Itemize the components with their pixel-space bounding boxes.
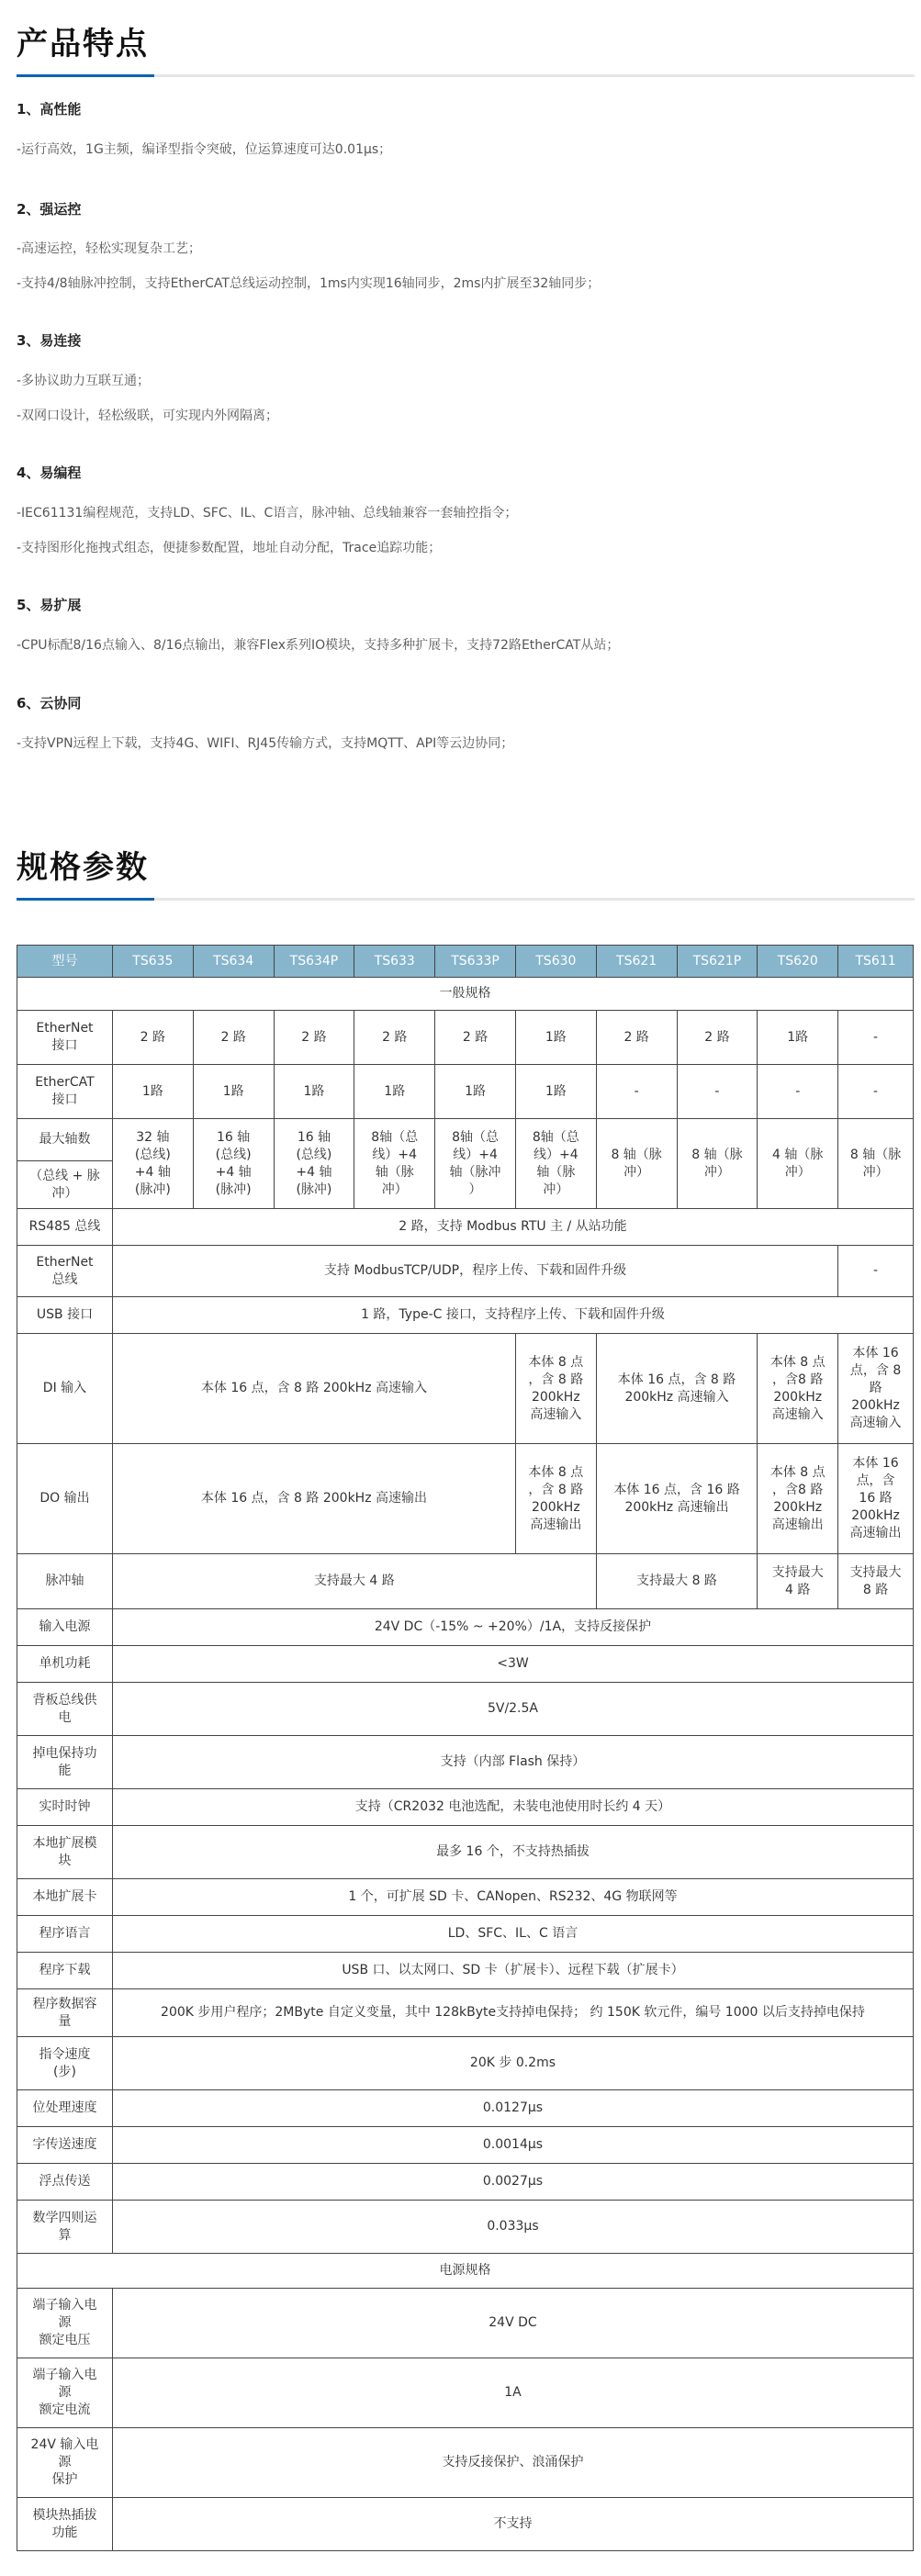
feature-heading: 1、高性能 [17, 101, 82, 118]
value-cell: 8 轴（脉 冲） [677, 1119, 758, 1209]
value-cell: 2 路 [435, 1011, 516, 1065]
feature-text: -高速运控，轻松实现复杂工艺； [17, 241, 202, 256]
spec-row [17, 1646, 914, 1683]
row-label: 本地扩展模 块 [17, 1826, 113, 1879]
header-cell: TS630 [515, 946, 596, 978]
power-spec-row [17, 2498, 914, 2551]
value-cell: 支持（内部 Flash 保持） [112, 1736, 913, 1789]
ethernet-row [17, 1011, 914, 1065]
value-cell: 1路 [193, 1065, 274, 1119]
row-label: RS485 总线 [17, 1209, 113, 1246]
general-section-row [17, 978, 914, 1011]
value-cell: <3W [112, 1646, 913, 1683]
row-sublabel: （总线 + 脉冲） [17, 1161, 113, 1209]
value-cell: 2 路 [193, 1011, 274, 1065]
spec-row [17, 1826, 914, 1879]
feature-text: -CPU标配8/16点输入、8/16点输出，兼容Flex系列IO模块，支持多种扩展卡，支持72路EtherCAT从站； [17, 638, 620, 653]
value-cell: 本体 16 点，含 8 路 200kHz 高速输入 [112, 1334, 515, 1444]
spec-row [17, 1683, 914, 1736]
row-label: EtherCAT 接口 [17, 1065, 113, 1119]
features-title: 产品特点 [17, 26, 149, 62]
feature-heading: 2、强运控 [17, 201, 82, 218]
value-cell: 20K 步 0.2ms [112, 2037, 913, 2090]
specs-title: 规格参数 [17, 849, 149, 886]
value-cell: 0.0014μs [112, 2127, 913, 2164]
row-label: 浮点传送 [17, 2164, 113, 2201]
value-cell: 支持（CR2032 电池选配，未装电池使用时长约 4 天） [112, 1789, 913, 1826]
value-cell: 2 路 [112, 1011, 193, 1065]
value-cell: 1路 [112, 1065, 193, 1119]
value-cell: - [838, 1246, 914, 1297]
value-cell: 16 轴 (总线) +4 轴 (脉冲) [193, 1119, 274, 1209]
header-cell: TS635 [112, 946, 193, 978]
value-cell: 24V DC（-15% ~ +20%）/1A，支持反接保护 [112, 1609, 913, 1646]
spec-row [17, 1789, 914, 1826]
features-title-rule [17, 74, 915, 77]
value-cell: 本体 16 点，含 16 路 200kHz 高速输出 [596, 1444, 758, 1554]
specs-title-rule [17, 898, 915, 901]
header-cell: TS633 [354, 946, 435, 978]
row-label: 程序下载 [17, 1953, 113, 1989]
row-label: EtherNet 接口 [17, 1011, 113, 1065]
usb-row [17, 1297, 914, 1334]
value-cell: 4 轴（脉 冲） [758, 1119, 838, 1209]
header-cell: TS634P [274, 946, 354, 978]
di-row [17, 1334, 914, 1444]
row-label: 端子输入电 源 额定电压 [17, 2289, 113, 2358]
value-cell: 200K 步用户程序；2MByte 自定义变量，其中 128kByte支持掉电保持； 约 150K 软元件，编号 1000 以后支持掉电保持 [112, 1989, 913, 2037]
spec-row [17, 2037, 914, 2090]
ethernet-bus-row [17, 1246, 914, 1297]
value-cell: 1路 [435, 1065, 516, 1119]
spec-row [17, 1736, 914, 1789]
row-label: 实时时钟 [17, 1789, 113, 1826]
value-cell: 本体 8 点 ，含 8 路 200kHz 高速输入 [515, 1334, 596, 1444]
value-cell: 1路 [758, 1011, 838, 1065]
value-cell: 本体 16 点，含 8 路 200kHz 高速输入 [596, 1334, 758, 1444]
value-cell: 8轴（总 线）+4 轴（脉 冲） [354, 1119, 435, 1209]
value-cell: 2 路 [596, 1011, 677, 1065]
feature-text: -支持4/8轴脉冲控制，支持EtherCAT总线运动控制，1ms内实现16轴同步，2ms内扩展至32轴同步； [17, 276, 601, 291]
value-cell: 支持最大 4 路 [112, 1554, 596, 1609]
value-cell: 8 轴（脉 冲） [838, 1119, 914, 1209]
spec-row [17, 2090, 914, 2127]
spec-row [17, 1879, 914, 1916]
value-cell: - [758, 1065, 838, 1119]
value-cell: 本体 16 点，含 8 路 200kHz 高速输入 [838, 1334, 914, 1444]
feature-heading: 6、云协同 [17, 695, 82, 711]
value-cell: 本体 8 点 ，含8 路 200kHz 高速输出 [758, 1444, 838, 1554]
row-label: 字传送速度 [17, 2127, 113, 2164]
value-cell: - [838, 1011, 914, 1065]
row-label: 掉电保持功 能 [17, 1736, 113, 1789]
feature-heading: 5、易扩展 [17, 597, 82, 613]
value-cell: - [596, 1065, 677, 1119]
row-label: DI 输入 [17, 1334, 113, 1444]
rs485-row [17, 1209, 914, 1246]
value-cell: 8 轴（脉 冲） [596, 1119, 677, 1209]
row-label: 24V 输入电 源 保护 [17, 2428, 113, 2498]
value-cell: 支持 ModbusTCP/UDP，程序上传、下载和固件升级 [112, 1246, 837, 1297]
value-cell: 5V/2.5A [112, 1683, 913, 1736]
row-label: 端子输入电 源 额定电流 [17, 2358, 113, 2428]
row-label: 脉冲轴 [17, 1554, 113, 1609]
value-cell: USB 口、以太网口、SD 卡（扩展卡）、远程下载（扩展卡） [112, 1953, 913, 1989]
spec-header-row [17, 946, 914, 978]
pulse-row [17, 1554, 914, 1609]
header-cell: TS634 [193, 946, 274, 978]
header-cell: TS620 [758, 946, 838, 978]
value-cell: 0.033μs [112, 2201, 913, 2254]
value-cell: 2 路 [677, 1011, 758, 1065]
axes-row [17, 1119, 914, 1161]
value-cell: 24V DC [112, 2289, 913, 2358]
value-cell: 本体 8 点 ，含8 路 200kHz 高速输入 [758, 1334, 838, 1444]
value-cell: LD、SFC、IL、C 语言 [112, 1916, 913, 1953]
value-cell: 支持最大 8 路 [596, 1554, 758, 1609]
power-section-title: 电源规格 [17, 2254, 914, 2289]
row-label: EtherNet 总线 [17, 1246, 113, 1297]
feature-heading: 4、易编程 [17, 465, 82, 481]
value-cell: 8轴（总 线）+4 轴（脉 冲） [515, 1119, 596, 1209]
spec-row [17, 2127, 914, 2164]
feature-text: -支持图形化拖拽式组态，便捷参数配置，地址自动分配，Trace追踪功能； [17, 541, 442, 555]
spec-row [17, 1989, 914, 2037]
value-cell: 最多 16 个，不支持热插拔 [112, 1826, 913, 1879]
general-section-title: 一般规格 [17, 978, 914, 1011]
value-cell: 2 路 [274, 1011, 354, 1065]
row-label: USB 接口 [17, 1297, 113, 1334]
header-cell: TS611 [838, 946, 914, 978]
value-cell: 32 轴 (总线) +4 轴 (脉冲) [112, 1119, 193, 1209]
value-cell: 1 个，可扩展 SD 卡、CANopen、RS232、4G 物联网等 [112, 1879, 913, 1916]
simple-rows [17, 1609, 914, 2254]
row-label: 输入电源 [17, 1609, 113, 1646]
value-cell: 2 路，支持 Modbus RTU 主 / 从站功能 [112, 1209, 913, 1246]
value-cell: 1 路，Type-C 接口，支持程序上传、下载和固件升级 [112, 1297, 913, 1334]
feature-text: -双网口设计，轻松级联，可实现内外网隔离； [17, 409, 279, 423]
feature-heading: 3、易连接 [17, 332, 82, 349]
value-cell: 0.0027μs [112, 2164, 913, 2201]
value-cell: 不支持 [112, 2498, 913, 2551]
value-cell: - [677, 1065, 758, 1119]
spec-row [17, 1916, 914, 1953]
spec-row [17, 2201, 914, 2254]
do-row [17, 1444, 914, 1554]
row-label: 本地扩展卡 [17, 1879, 113, 1916]
value-cell: 1A [112, 2358, 913, 2428]
spec-row [17, 1953, 914, 1989]
value-cell: 1路 [515, 1011, 596, 1065]
value-cell: 0.0127μs [112, 2090, 913, 2127]
row-label: 指令速度 (步) [17, 2037, 113, 2090]
row-label: 最大轴数 [17, 1119, 113, 1161]
power-spec-row [17, 2289, 914, 2358]
row-label: 位处理速度 [17, 2090, 113, 2127]
row-label: 背板总线供 电 [17, 1683, 113, 1736]
spec-row [17, 2164, 914, 2201]
value-cell: 16 轴 (总线) +4 轴 (脉冲) [274, 1119, 354, 1209]
power-spec-row [17, 2428, 914, 2498]
feature-text: -IEC61131编程规范，支持LD、SFC、IL、C语言，脉冲轴、总线轴兼容一套轴控指令； [17, 506, 518, 521]
value-cell: 2 路 [354, 1011, 435, 1065]
row-label: 单机功耗 [17, 1646, 113, 1683]
feature-text: -支持VPN远程上下载，支持4G、WIFI、RJ45传输方式，支持MQTT、API等云边协同； [17, 736, 514, 751]
value-cell: 支持反接保护、浪涌保护 [112, 2428, 913, 2498]
power-spec-row [17, 2358, 914, 2428]
value-cell: 本体 16 点，含 16 路 200kHz 高速输出 [838, 1444, 914, 1554]
value-cell: 1路 [274, 1065, 354, 1119]
header-cell: TS633P [435, 946, 516, 978]
value-cell: 1路 [354, 1065, 435, 1119]
value-cell: - [838, 1065, 914, 1119]
power-rows [17, 2289, 914, 2551]
value-cell: 本体 16 点，含 8 路 200kHz 高速输出 [112, 1444, 515, 1554]
ethercat-row [17, 1065, 914, 1119]
value-cell: 支持最大 8 路 [838, 1554, 914, 1609]
row-label: 数学四则运 算 [17, 2201, 113, 2254]
value-cell: 本体 8 点 ，含 8 路 200kHz 高速输出 [515, 1444, 596, 1554]
row-label: 程序语言 [17, 1916, 113, 1953]
row-label: 程序数据容 量 [17, 1989, 113, 2037]
power-section-row [17, 2254, 914, 2289]
value-cell: 支持最大 4 路 [758, 1554, 838, 1609]
feature-text: -多协议助力互联互通； [17, 374, 151, 388]
value-cell: 1路 [515, 1065, 596, 1119]
header-cell: TS621P [677, 946, 758, 978]
header-cell: 型号 [17, 946, 113, 978]
feature-text: -运行高效，1G主频，编译型指令突破，位运算速度可达0.01μs； [17, 142, 392, 157]
spec-table [17, 945, 914, 2551]
spec-row [17, 1609, 914, 1646]
header-cell: TS621 [596, 946, 677, 978]
row-label: DO 输出 [17, 1444, 113, 1554]
row-label: 模块热插拔 功能 [17, 2498, 113, 2551]
value-cell: 8轴（总 线）+4 轴（脉冲 ） [435, 1119, 516, 1209]
